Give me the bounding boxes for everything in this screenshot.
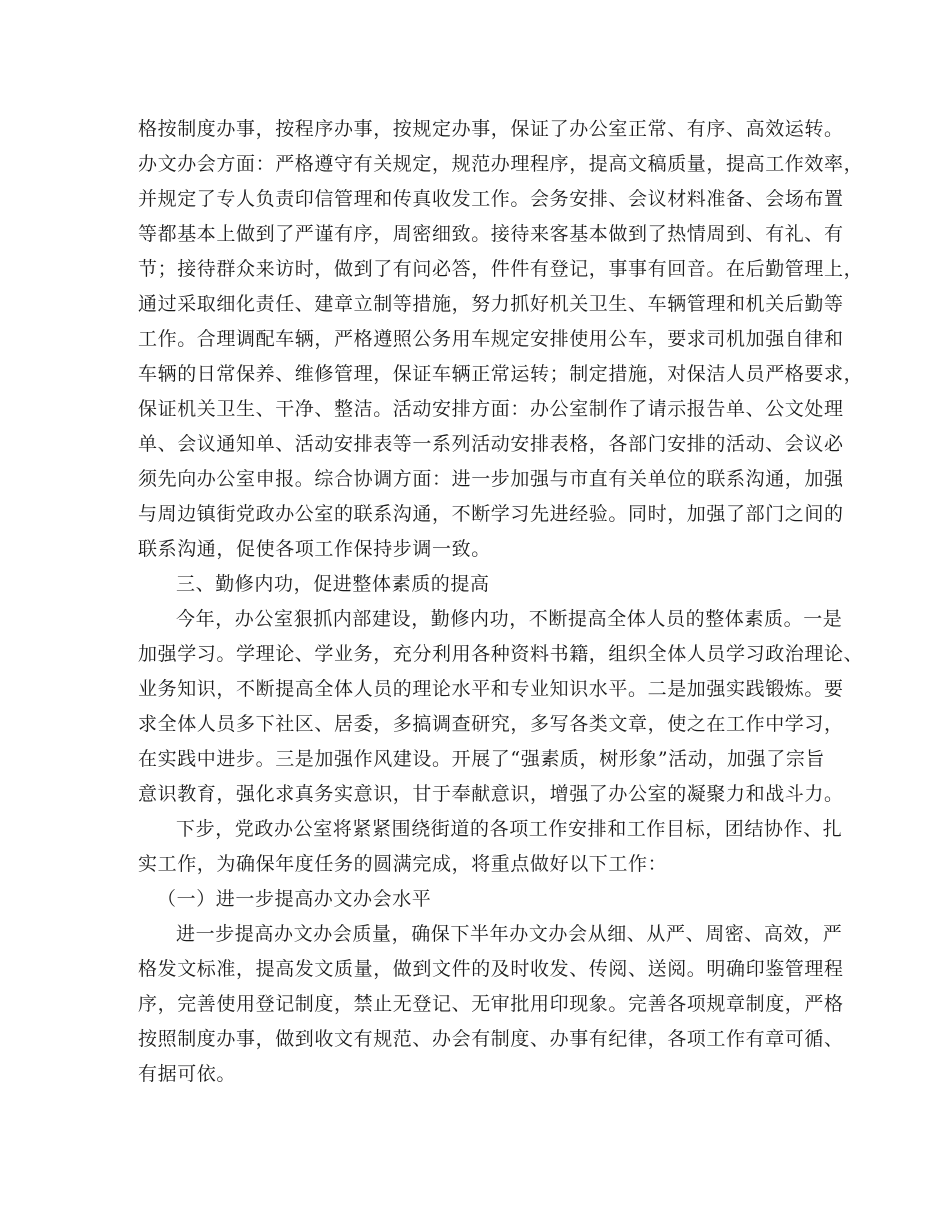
text-line: 与周边镇街党政办公室的联系沟通，不断学习先进经验。同时，加强了部门之间的	[138, 503, 844, 525]
text-line: 格发文标准，提高发文质量，做到文件的及时收发、传阅、送阅。明确印鉴管理程	[138, 958, 844, 980]
subsection-heading: （一）进一步提高办文办会水平	[157, 888, 432, 910]
text-line: 须先向办公室申报。综合协调方面：进一步加强与市直有关单位的联系沟通，加强	[138, 468, 844, 490]
text-line: 序，完善使用登记制度，禁止无登记、无审批用印现象。完善各项规章制度，严格	[138, 993, 844, 1015]
text-line: 有据可依。	[138, 1063, 237, 1085]
text-line: 下步，党政办公室将紧紧围绕街道的各项工作安排和工作目标，团结协作、扎	[176, 818, 843, 840]
text-line: 今年，办公室狠抓内部建设，勤修内功，不断提高全体人员的整体素质。一是	[176, 608, 843, 630]
text-line: 实工作，为确保年度任务的圆满完成，将重点做好以下工作：	[138, 853, 668, 875]
text-line: 加强学习。学理论、学业务，充分利用各种资料书籍，组织全体人员学习政治理论、	[138, 643, 864, 665]
text-line: 等都基本上做到了严谨有序，周密细致。接待来客基本做到了热情周到、有礼、有	[138, 223, 844, 245]
text-line: 意识教育，强化求真务实意识，甘于奉献意识，增强了办公室的凝聚力和战斗力。	[138, 783, 844, 805]
text-line: 在实践中进步。三是加强作风建设。开展了“强素质，树形象”活动，加强了宗旨	[138, 748, 826, 770]
text-line: 并规定了专人负责印信管理和传真收发工作。会务安排、会议材料准备、会场布置	[138, 188, 844, 210]
text-line: 单、会议通知单、活动安排表等一系列活动安排表格，各部门安排的活动、会议必	[138, 433, 844, 455]
text-line: 工作。合理调配车辆，严格遵照公务用车规定安排使用公车，要求司机加强自律和	[138, 328, 844, 350]
document-body	[138, 112, 864, 1092]
text-line: 进一步提高办文办会质量，确保下半年办文办会从细、从严、周密、高效，严	[176, 923, 843, 945]
text-line: 车辆的日常保养、维修管理，保证车辆正常运转；制定措施，对保洁人员严格要求，	[138, 363, 864, 385]
text-line: 按照制度办事，做到收文有规范、办会有制度、办事有纪律，各项工作有章可循、	[138, 1028, 844, 1050]
text-line: 通过采取细化责任、建章立制等措施，努力抓好机关卫生、车辆管理和机关后勤等	[138, 293, 844, 315]
text-line: 节；接待群众来访时，做到了有问必答，件件有登记，事事有回音。在后勤管理上，	[138, 258, 864, 280]
text-line: 保证机关卫生、干净、整洁。活动安排方面：办公室制作了请示报告单、公文处理	[138, 398, 844, 420]
section-heading: 三、勤修内功，促进整体素质的提高	[176, 573, 490, 595]
text-line: 格按制度办事，按程序办事，按规定办事，保证了办公室正常、有序、高效运转。	[138, 118, 844, 140]
text-line: 联系沟通，促使各项工作保持步调一致。	[138, 538, 491, 560]
text-line: 求全体人员多下社区、居委，多搞调查研究，多写各类文章，使之在工作中学习，	[138, 713, 844, 735]
text-line: 办文办会方面：严格遵守有关规定，规范办理程序，提高文稿质量，提高工作效率，	[138, 153, 864, 175]
text-line: 业务知识，不断提高全体人员的理论水平和专业知识水平。二是加强实践锻炼。要	[138, 678, 844, 700]
